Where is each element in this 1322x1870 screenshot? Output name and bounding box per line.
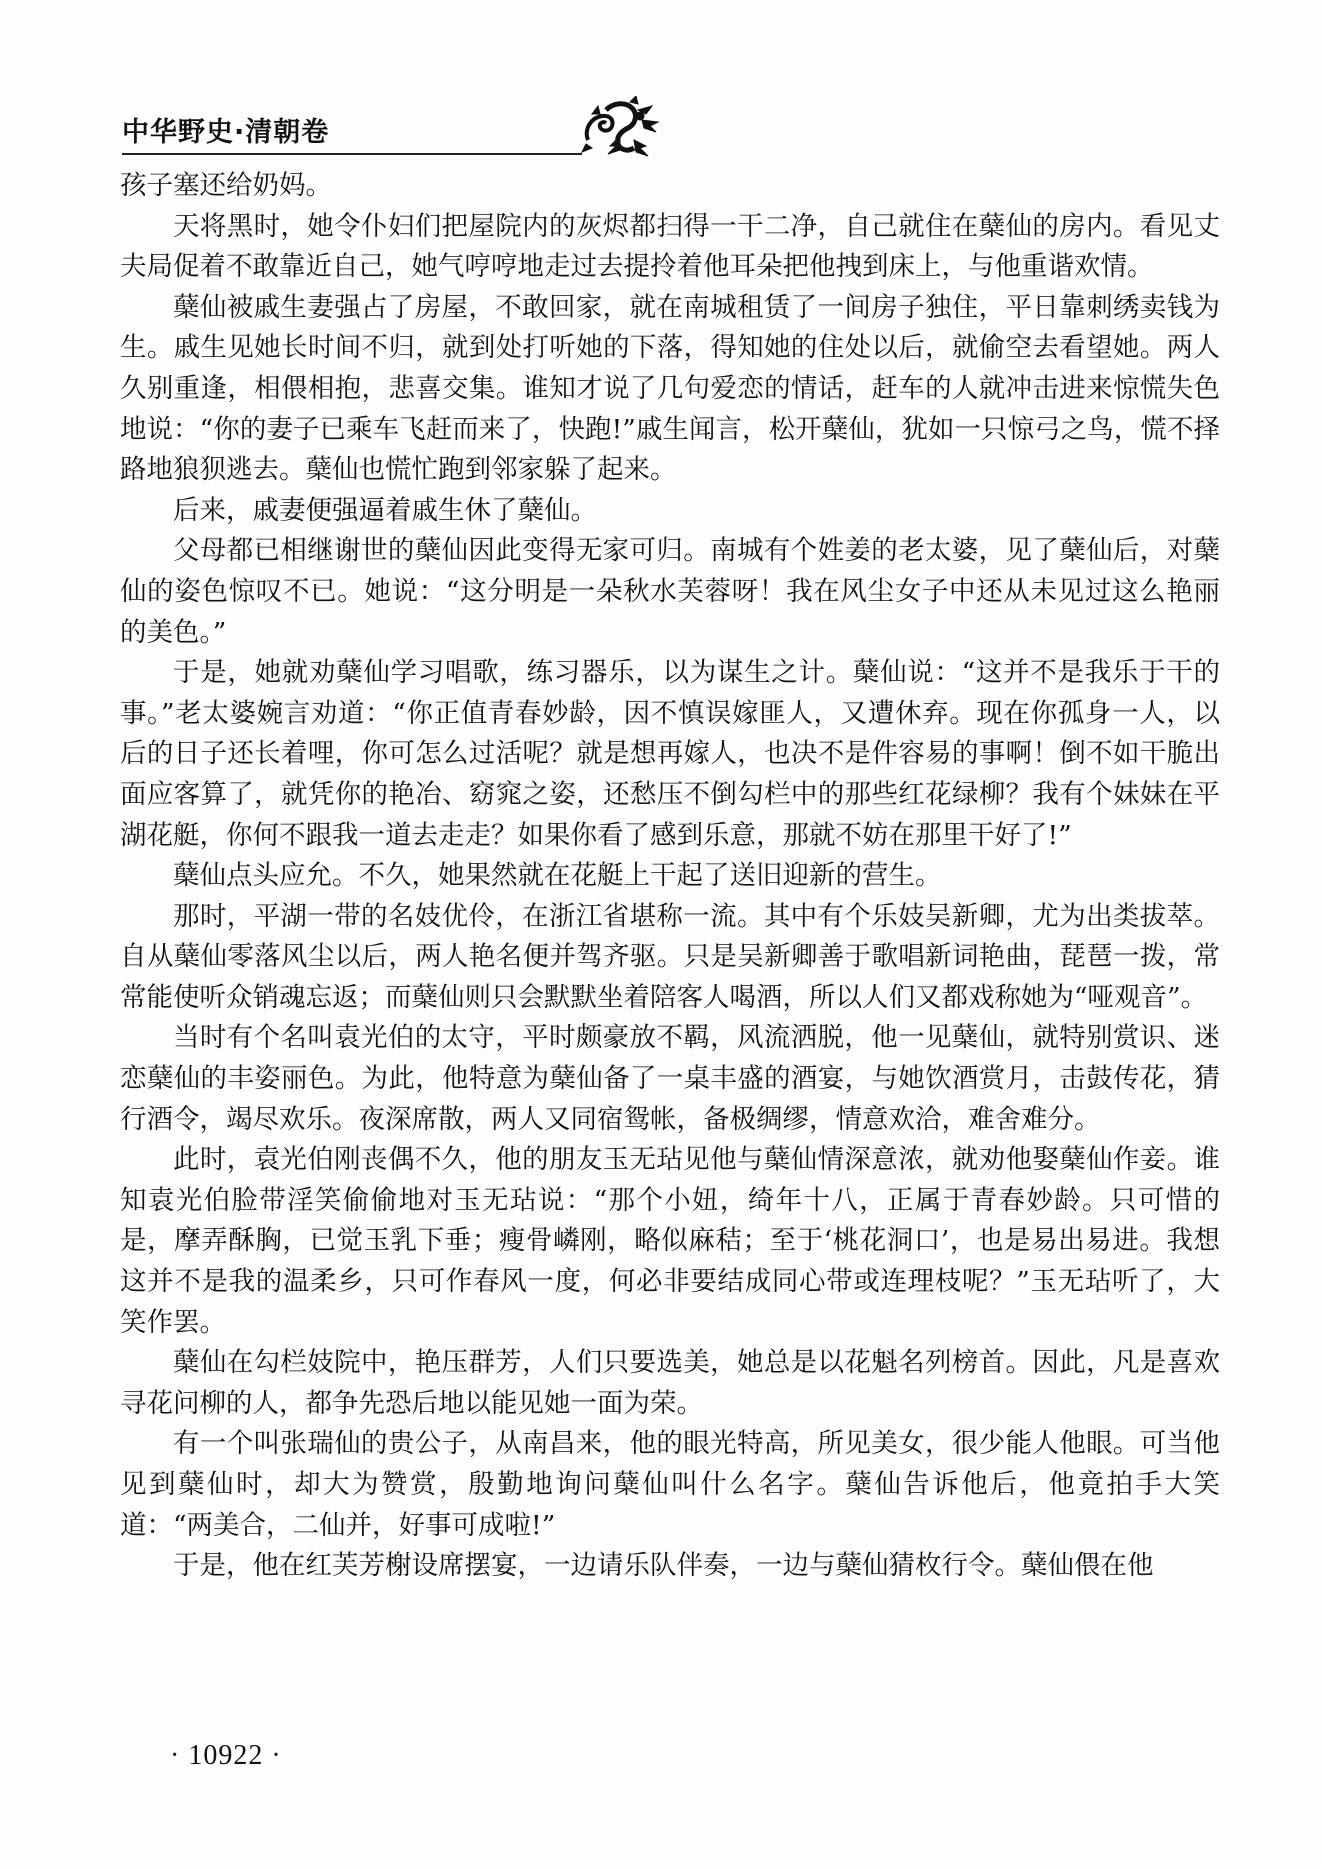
paragraph: 蘖仙被戚生妻强占了房屋，不敢回家，就在南城租赁了一间房子独住，平日靠刺绣卖钱为生。戚生见她长时间不归，就到处打听她的下落，得知她的住处以后，就偷空去看望她。两人久别重逢，相偎相抱，悲喜交集。谁知才说了几句爱恋的情话，赶车的人就冲击进来惊慌失色地说：“你的妻子已乘车飞赶而来了，快跑!”戚生闻言，松开蘖仙，犹如一只惊弓之鸟，慌不择路地狼狈逃去。蘖仙也慌忙跑到邻家躲了起来。: [120, 291, 1220, 486]
page-number: · 10922 ·: [170, 1740, 282, 1771]
paragraph: 天将黑时，她令仆妇们把屋院内的灰烬都扫得一干二净，自己就住在蘖仙的房内。看见丈夫局促着不敢靠近自己，她气哼哼地走过去提拎着他耳朵把他拽到床上，与他重谐欢情。: [120, 210, 1220, 283]
paragraph: 有一个叫张瑞仙的贵公子，从南昌来，他的眼光特高，所见美女，很少能人他眼。可当他见到蘖仙时，却大为赞赏，殷勤地询问蘖仙叫什么名字。蘖仙告诉他后，他竟拍手大笑道：“两美合，二仙并，好事可成啦!”: [120, 1428, 1220, 1541]
paragraph: 当时有个名叫袁光伯的太守，平时颇豪放不羁，风流洒脱，他一见蘖仙，就特别赏识、迷恋蘖仙的丰姿丽色。为此，他特意为蘖仙备了一桌丰盛的酒宴，与她饮酒赏月，击鼓传花，猜行酒令，竭尽欢乐。夜深席散，两人又同宿鸳帐，备极绸缪，情意欢洽，难舍难分。: [120, 1022, 1220, 1135]
paragraph: 父母都已相继谢世的蘖仙因此变得无家可归。南城有个姓姜的老太婆，见了蘖仙后，对蘖仙的姿色惊叹不已。她说：“这分明是一朵秋水芙蓉呀！我在风尘女子中还从未见过这么艳丽的美色。”: [120, 535, 1220, 648]
paragraph: 蘖仙点头应允。不久，她果然就在花艇上干起了送旧迎新的营生。: [173, 860, 942, 892]
paragraph: 于是，她就劝蘖仙学习唱歌，练习器乐，以为谋生之计。蘖仙说：“这并不是我乐于干的事。”老太婆婉言劝道：“你正值青春妙龄，因不慎误嫁匪人，又遭休弃。现在你孤身一人，以后的日子还长着哩，你可怎么过活呢？就是想再嫁人，也决不是件容易的事啊！倒不如干脆出面应客算了，就凭你的艳冶、窈窕之姿，还愁压不倒勾栏中的那些红花绿柳？我有个妹妹在平湖花艇，你何不跟我一道去走走？如果你看了感到乐意，那就不妨在那里干好了!”: [120, 657, 1220, 851]
dragon-emblem-icon: [580, 96, 662, 158]
paragraph: 那时，平湖一带的名妓优伶，在浙江省堪称一流。其中有个乐妓吴新卿，尤为出类拔萃。自从蘖仙零落风尘以后，两人艳名便并驾齐驱。只是吴新卿善于歌唱新词艳曲，琵琶一拨，常常能使听众销魂忘返；而蘖仙则只会默默坐着陪客人喝酒，所以人们又都戏称她为“哑观音”。: [120, 900, 1220, 1013]
book-title: 中华野史·清朝卷: [122, 117, 330, 148]
body-text: [120, 166, 1220, 1587]
paragraph: 孩子塞还给奶妈。: [120, 170, 332, 201]
running-header: [122, 96, 1212, 156]
header-rule: [122, 153, 582, 155]
paragraph: 后来，戚妻便强逼着戚生休了蘖仙。: [173, 494, 597, 526]
paragraph: 此时，袁光伯刚丧偶不久，他的朋友玉无玷见他与蘖仙情深意浓，就劝他娶蘖仙作妾。谁知袁光伯脸带淫笑偷偷地对玉无玷说：“那个小妞，绮年十八，正属于青春妙龄。只可惜的是，摩弄酥胸，已觉玉乳下垂；瘦骨嶙刚，略似麻秸；至于‘桃花洞口’，也是易出易进。我想这并不是我的温柔乡，只可作春风一度，何必非要结成同心带或连理枝呢？”玉无玷听了，大笑作罢。: [120, 1144, 1220, 1338]
paragraph: 于是，他在红芙芳榭设席摆宴，一边请乐队伴奏，一边与蘖仙猜枚行令。蘖仙偎在他: [173, 1550, 1154, 1582]
paragraph: 蘖仙在勾栏妓院中，艳压群芳，人们只要选美，她总是以花魁名列榜首。因此，凡是喜欢寻花问柳的人，都争先恐后地以能见她一面为荣。: [120, 1347, 1220, 1419]
